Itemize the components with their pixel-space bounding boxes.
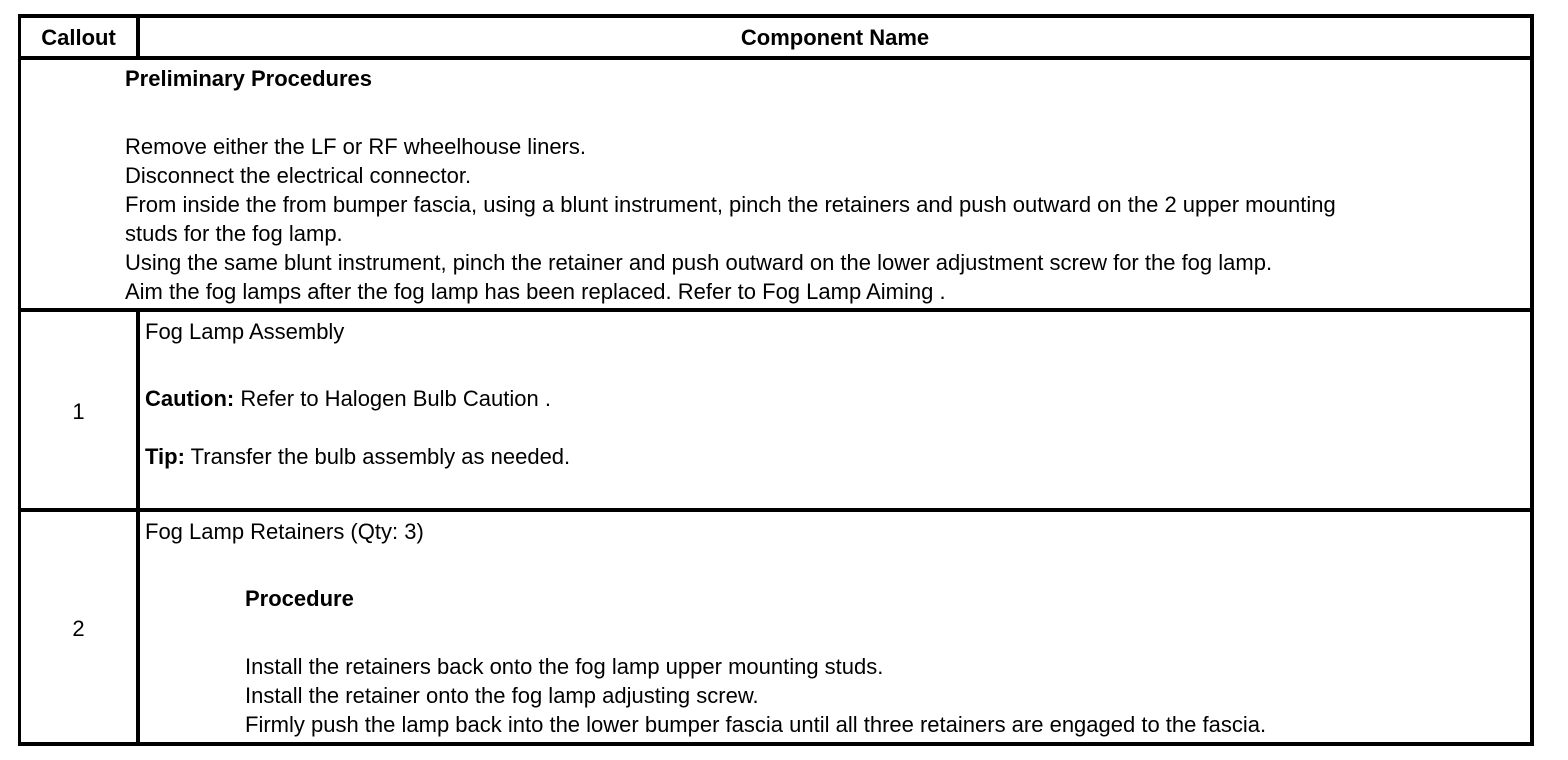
component-name: Fog Lamp Assembly	[145, 319, 345, 344]
header-divider	[18, 56, 1534, 60]
procedure-step: Install the retainer onto the fog lamp adjusting screw.	[245, 683, 759, 708]
preliminary-step: From inside the from bumper fascia, using a blunt instrument, pinch the retainers and push outward on the 2 upper mounting	[125, 192, 1336, 217]
component-name: Fog Lamp Retainers (Qty: 3)	[145, 519, 424, 544]
procedure-step: Firmly push the lamp back into the lower bumper fascia until all three retainers are engaged to the fascia.	[245, 712, 1267, 737]
preliminary-title: Preliminary Procedures	[125, 66, 373, 91]
preliminary-step: Remove either the LF or RF wheelhouse liners.	[125, 134, 586, 159]
preliminary-step: Using the same blunt instrument, pinch the retainer and push outward on the lower adjustment screw for the fog lamp.	[125, 250, 1273, 275]
caution-note	[145, 384, 551, 413]
procedure-step: Install the retainers back onto the fog lamp upper mounting studs.	[245, 654, 884, 679]
table-border-top	[18, 14, 1534, 18]
preliminary-step: Disconnect the electrical connector.	[125, 163, 472, 188]
tip-label: Tip:	[145, 444, 185, 469]
row1-column-divider	[136, 308, 140, 512]
row-divider-1	[18, 308, 1534, 312]
row2-column-divider	[136, 508, 140, 746]
row-divider-2	[18, 508, 1534, 512]
caution-text: Refer to Halogen Bulb Caution .	[234, 386, 551, 411]
header-component-name: Component Name	[740, 25, 930, 50]
procedure-title: Procedure	[245, 586, 354, 611]
table-border-bottom	[18, 742, 1534, 746]
preliminary-step: Aim the fog lamps after the fog lamp has been replaced. Refer to Fog Lamp Aiming .	[125, 279, 946, 304]
tip-text: Transfer the bulb assembly as needed.	[184, 444, 571, 469]
tip-note	[145, 442, 570, 471]
callout-number: 2	[72, 616, 85, 641]
caution-label: Caution:	[145, 386, 235, 411]
header-callout: Callout	[41, 25, 116, 50]
table-border-right	[1530, 14, 1534, 746]
preliminary-step: studs for the fog lamp.	[125, 221, 343, 246]
callout-number: 1	[72, 399, 85, 424]
